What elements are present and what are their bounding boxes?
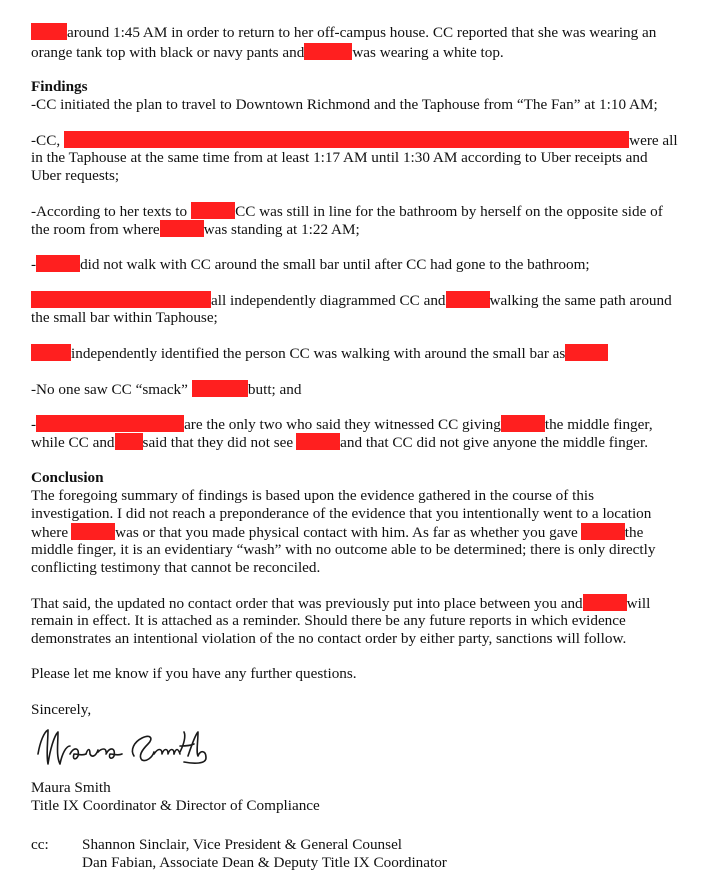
conclusion-line: middle finger, it is an evidentiary “wash” with no outcome able to be determined; there is only directly bbox=[31, 541, 656, 558]
conclusion-line: That said, the updated no contact order that was previously put into place between you and will bbox=[31, 595, 651, 612]
redaction-box bbox=[64, 131, 629, 148]
signatory-title: Title IX Coordinator & Director of Compliance bbox=[31, 797, 320, 814]
conclusion-line: remain in effect. It is attached as a reminder. Should there be any future reports in which evidence bbox=[31, 612, 626, 629]
redaction-box bbox=[304, 43, 352, 60]
redaction-box bbox=[296, 433, 340, 450]
redaction-box bbox=[583, 594, 627, 611]
redaction-box bbox=[115, 433, 143, 450]
redaction-box bbox=[71, 523, 115, 540]
cc-label: cc: bbox=[31, 836, 49, 853]
redaction-box bbox=[501, 415, 545, 432]
redaction-box bbox=[31, 291, 211, 308]
conclusion-line: conflicting testimony that cannot be reconciled. bbox=[31, 559, 321, 576]
handwritten-signature bbox=[34, 724, 209, 774]
finding-line: Uber requests; bbox=[31, 167, 120, 184]
finding-line: -CC, were all bbox=[31, 132, 678, 149]
redaction-box bbox=[191, 202, 235, 219]
redaction-box bbox=[581, 523, 625, 540]
finding-line: -CC initiated the plan to travel to Downtown Richmond and the Taphouse from “The Fan” at 1:10 AM; bbox=[31, 96, 658, 113]
closing-question-line: Please let me know if you have any further questions. bbox=[31, 665, 357, 682]
redaction-box bbox=[160, 220, 204, 237]
finding-line: - did not walk with CC around the small bar until after CC had gone to the bathroom; bbox=[31, 256, 590, 273]
finding-line: -According to her texts to CC was still in line for the bathroom by herself on the opposite side of bbox=[31, 203, 663, 220]
intro-line-2: orange tank top with black or navy pants and was wearing a white top. bbox=[31, 44, 504, 61]
redaction-box bbox=[36, 255, 80, 272]
finding-line: the small bar within Taphouse; bbox=[31, 309, 218, 326]
conclusion-line: demonstrates an intentional violation of the no contact order by either party, sanctions will follow. bbox=[31, 630, 627, 647]
redaction-box bbox=[192, 380, 248, 397]
conclusion-line: The foregoing summary of findings is based upon the evidence gathered in the course of this bbox=[31, 487, 595, 504]
conclusion-line: where was or that you made physical contact with him. As far as whether you gave the bbox=[31, 524, 644, 541]
finding-line: independently identified the person CC was walking with around the small bar as bbox=[31, 344, 608, 362]
cc-recipient: Dan Fabian, Associate Dean & Deputy Title IX Coordinator bbox=[82, 854, 447, 871]
finding-line: in the Taphouse at the same time from at least 1:17 AM until 1:30 AM according to Uber receipts and bbox=[31, 149, 648, 166]
finding-line: - are the only two who said they witnessed CC giving the middle finger, bbox=[31, 416, 653, 433]
finding-line: the room from where was standing at 1:22 AM; bbox=[31, 221, 360, 238]
redaction-box bbox=[31, 344, 71, 361]
finding-line: while CC and said that they did not see and that CC did not give anyone the middle finger. bbox=[31, 434, 649, 451]
finding-line: all independently diagrammed CC and walking the same path around bbox=[31, 291, 672, 309]
redaction-box bbox=[31, 23, 67, 40]
valediction: Sincerely, bbox=[31, 701, 92, 718]
cc-recipient: Shannon Sinclair, Vice President & General Counsel bbox=[82, 836, 403, 853]
intro-line-1: around 1:45 AM in order to return to her off-campus house. CC reported that she was wearing an bbox=[31, 23, 656, 41]
redaction-box bbox=[36, 415, 184, 432]
redaction-box bbox=[446, 291, 490, 308]
signatory-name: Maura Smith bbox=[31, 779, 111, 796]
redaction-box bbox=[565, 344, 608, 361]
finding-line: -No one saw CC “smack” butt; and bbox=[31, 381, 302, 398]
conclusion-line: investigation. I did not reach a preponderance of the evidence that you intentionally went to a location bbox=[31, 505, 652, 522]
findings-heading: Findings bbox=[31, 78, 88, 95]
conclusion-heading: Conclusion bbox=[31, 469, 104, 486]
